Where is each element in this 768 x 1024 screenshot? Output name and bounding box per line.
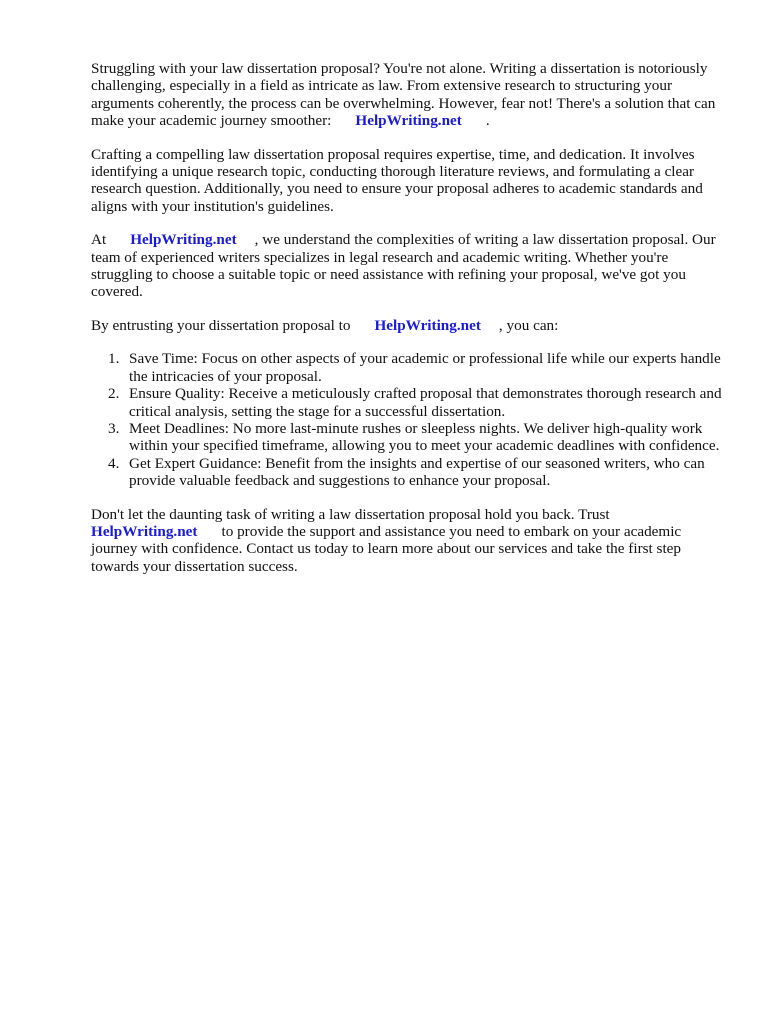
entrust-paragraph <box>91 317 723 334</box>
intro-text: Struggling with your law dissertation proposal? You're not alone. Writing a dissertation is notoriously challenging, especially in a field as intricate as law. From extensive research to structuring your arguments coherently, the process can be overwhelming. However, fear not! There's a solution that can make your academic journey smoother: <box>91 60 716 130</box>
list-item <box>91 350 723 385</box>
about-text: , we understand the complexities of writing a law dissertation proposal. Our team of experienced writers specializes in legal research and academic writing. Whether you're struggling to choose a suitable topic or need assistance with refining your proposal, we've got you covered. <box>91 231 716 301</box>
helpwriting-link[interactable]: HelpWriting.net <box>355 112 462 130</box>
list-item-text: Get Expert Guidance: Benefit from the insights and expertise of our seasoned writers, who can provide valuable feedback and suggestions to enhance your proposal. <box>129 454 705 490</box>
list-item <box>91 420 723 455</box>
list-number: 3. <box>108 419 120 437</box>
about-paragraph <box>91 231 723 301</box>
intro-paragraph <box>91 60 723 130</box>
helpwriting-link[interactable]: HelpWriting.net <box>374 316 481 334</box>
intro-period: . <box>485 112 490 130</box>
closing-lead-text: Don't let the daunting task of writing a law dissertation proposal hold you back. Trust <box>91 505 610 523</box>
list-item-text: Save Time: Focus on other aspects of your academic or professional life while our experts handle the intricacies of your proposal. <box>129 350 721 385</box>
about-lead-text: At <box>91 231 107 249</box>
list-number: 4. <box>108 454 120 472</box>
list-item <box>91 455 723 490</box>
list-item <box>91 385 723 420</box>
document-page <box>91 60 723 591</box>
helpwriting-link[interactable]: HelpWriting.net <box>91 522 198 540</box>
benefits-list <box>91 350 723 489</box>
list-item-text: Meet Deadlines: No more last-minute rushes or sleepless nights. We deliver high-quality work within your specified timeframe, allowing you to meet your academic deadlines with confidence. <box>129 419 720 455</box>
entrust-after-text: , you can: <box>498 316 559 334</box>
list-number: 1. <box>108 350 120 368</box>
list-item-text: Ensure Quality: Receive a meticulously crafted proposal that demonstrates thorough research and critical analysis, setting the stage for a successful dissertation. <box>129 385 722 420</box>
entrust-text: By entrusting your dissertation proposal to <box>91 316 351 334</box>
list-number: 2. <box>108 385 120 403</box>
closing-paragraph <box>91 506 723 576</box>
helpwriting-link[interactable]: HelpWriting.net <box>130 231 237 249</box>
crafting-paragraph: Crafting a compelling law dissertation proposal requires expertise, time, and dedication. It involves identifying a unique research topic, conducting thorough literature reviews, and formulating a clear research question. Additionally, you need to ensure your proposal adheres to academic standards and aligns with your institution's guidelines. <box>91 145 703 215</box>
closing-text: to provide the support and assistance you need to embark on your academic journey with confidence. Contact us today to learn more about our services and take the first step towards your dissertation success. <box>91 522 682 575</box>
